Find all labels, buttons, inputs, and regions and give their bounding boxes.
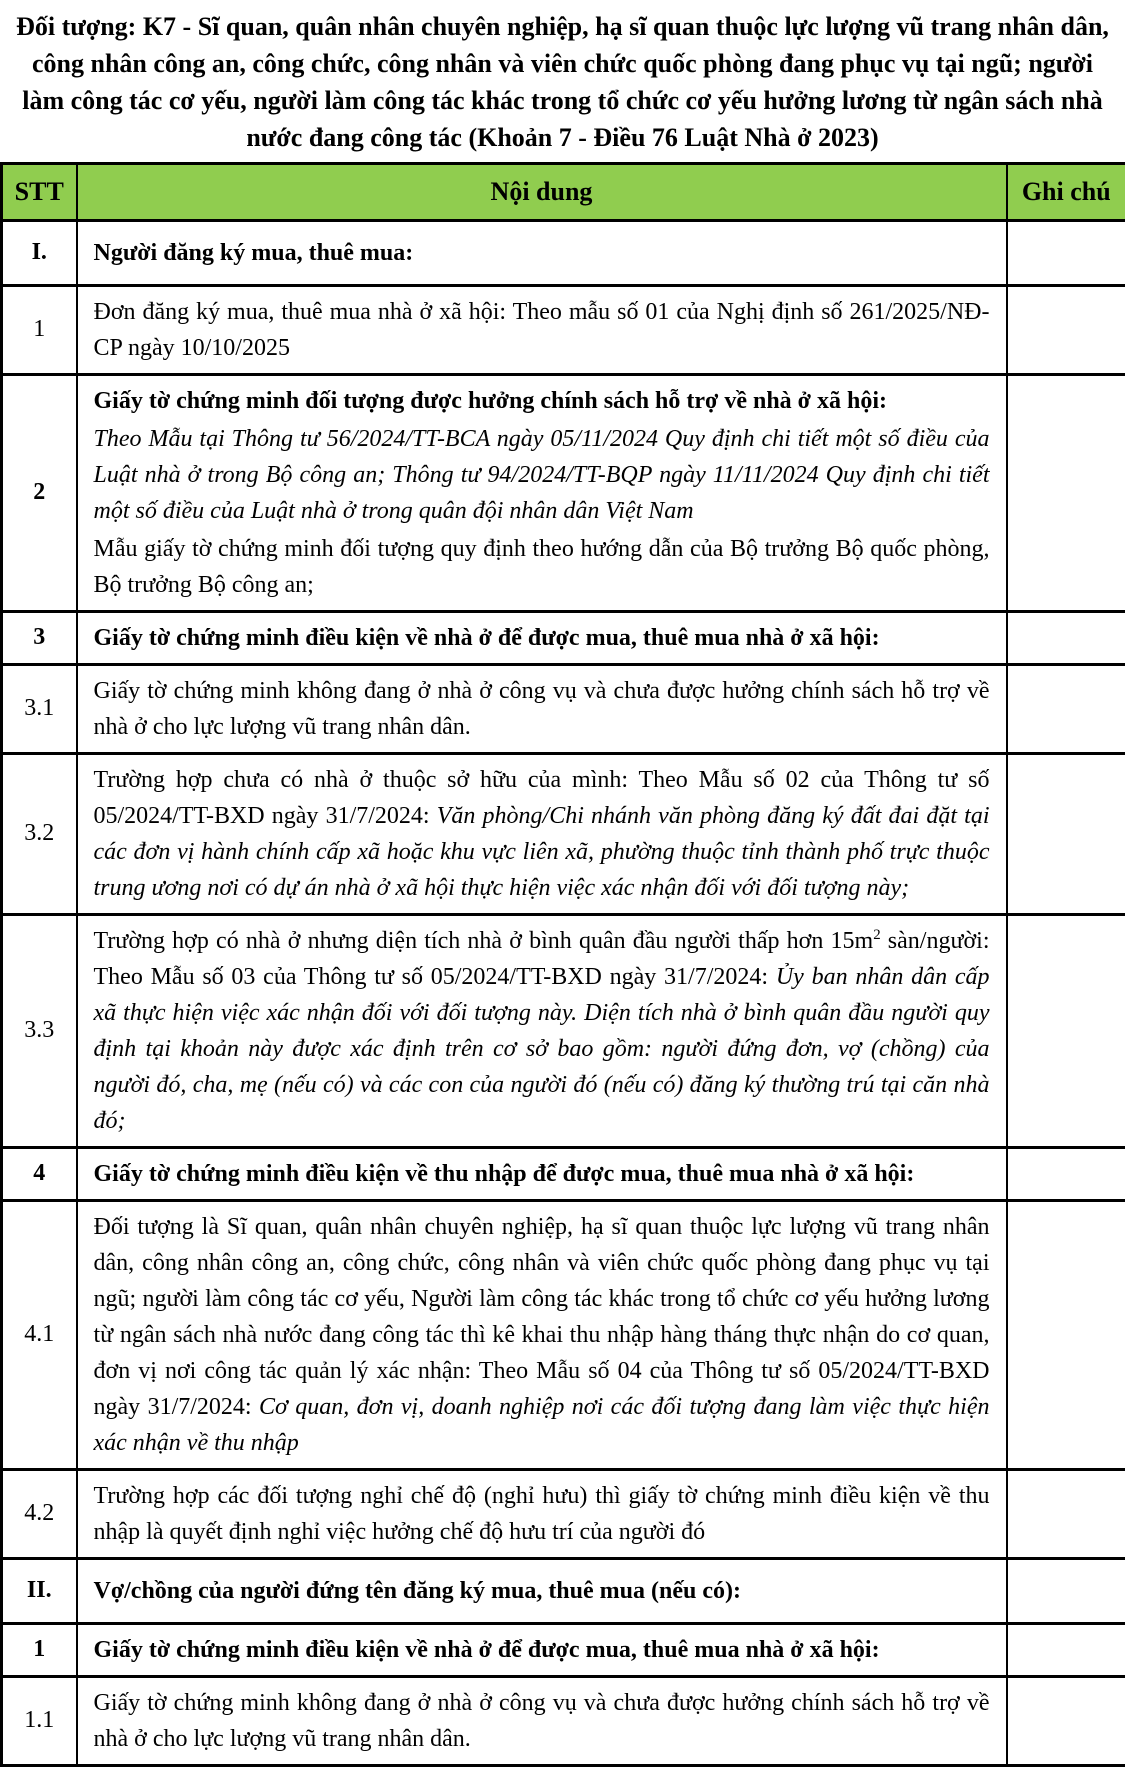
text-segment: Đối tượng là Sĩ quan, quân nhân chuyên nghiệp, hạ sĩ quan thuộc lực lượng vũ trang nhân dân, công nhân công an, công chức, công nhân và viên chức quốc phòng đang phục vụ tại ngũ; người làm công tác cơ yếu, Người làm công tác khác trong tổ chức cơ yếu hưởng lương từ ngân sách nhà nước đang công tác thì kê khai thu nhập hàng tháng thực nhận do cơ quan, đơn vị nơi công tác quản lý xác nhận: Theo Mẫu số 04 của Thông tư số 05/2024/TT-BXD ngày 31/7/2024: — [94, 1214, 990, 1420]
table-header-row — [2, 163, 1125, 220]
text-segment: Cơ quan, đơn vị, doanh nghiệp nơi các đối tượng đang làm việc thực hiện xác nhận về thu nhập — [94, 1394, 990, 1456]
stt-cell: II. — [2, 1558, 77, 1623]
note-cell — [1007, 285, 1125, 374]
table-row — [2, 753, 1125, 914]
note-cell — [1007, 1558, 1125, 1623]
content-paragraph — [94, 1209, 990, 1461]
content-paragraph — [94, 762, 990, 906]
table-row — [2, 914, 1125, 1147]
content-cell — [77, 1147, 1007, 1200]
text-segment: Trường hợp có nhà ở nhưng diện tích nhà ở bình quân đầu người thấp hơn 15m — [94, 928, 874, 954]
content-paragraph — [94, 1573, 990, 1609]
text-segment: Văn phòng/Chi nhánh văn phòng đăng ký đất đai đặt tại các đơn vị hành chính cấp xã hoặc khu vực liên xã, phường thuộc tỉnh thành phố trực thuộc trung ương nơi có dự án nhà ở xã hội thực hiện việc xác nhận đối với đối tượng này; — [94, 803, 990, 901]
content-paragraph — [94, 1156, 990, 1192]
content-paragraph — [94, 294, 990, 366]
note-cell — [1007, 1623, 1125, 1676]
table-row — [2, 1200, 1125, 1469]
table-row — [2, 1147, 1125, 1200]
content-paragraph — [94, 620, 990, 656]
stt-cell: 4.2 — [2, 1469, 77, 1558]
content-paragraph — [94, 235, 990, 271]
content-cell — [77, 914, 1007, 1147]
note-cell — [1007, 664, 1125, 753]
content-cell — [77, 220, 1007, 285]
header-ghi-chu: Ghi chú — [1007, 163, 1125, 220]
text-segment: Theo Mẫu tại Thông tư 56/2024/TT-BCA ngày 05/11/2024 Quy định chi tiết một số điều của Luật nhà ở trong Bộ công an; Thông tư 94/2024/TT-BQP ngày 11/11/2024 Quy định chi tiết một số điều của Luật nhà ở trong quân đội nhân dân Việt Nam — [94, 426, 990, 524]
content-cell — [77, 1676, 1007, 1765]
content-cell — [77, 1623, 1007, 1676]
note-cell — [1007, 1676, 1125, 1765]
content-paragraph — [94, 1632, 990, 1668]
document-title: Đối tượng: K7 - Sĩ quan, quân nhân chuyên nghiệp, hạ sĩ quan thuộc lực lượng vũ trang nhân dân, công nhân công an, công chức, công nhân và viên chức quốc phòng đang phục vụ tại ngũ; người làm công tác cơ yếu, người làm công tác khác trong tổ chức cơ yếu hưởng lương từ ngân sách nhà nước đang công tác (Khoản 7 - Điều 76 Luật Nhà ở 2023) — [0, 0, 1125, 162]
table-row — [2, 220, 1125, 285]
stt-cell: 4.1 — [2, 1200, 77, 1469]
stt-cell: 3.1 — [2, 664, 77, 753]
text-segment: Mẫu giấy tờ chứng minh đối tượng quy định theo hướng dẫn của Bộ trưởng Bộ quốc phòng, Bộ trưởng Bộ công an; — [94, 536, 990, 598]
content-cell — [77, 285, 1007, 374]
header-noi-dung: Nội dung — [77, 163, 1007, 220]
header-stt: STT — [2, 163, 77, 220]
text-segment: Vợ/chồng của người đứng tên đăng ký mua, thuê mua (nếu có): — [94, 1578, 741, 1604]
stt-cell: 3.2 — [2, 753, 77, 914]
note-cell — [1007, 1469, 1125, 1558]
text-segment: Giấy tờ chứng minh không đang ở nhà ở công vụ và chưa được hưởng chính sách hỗ trợ về nhà ở cho lực lượng vũ trang nhân dân. — [94, 678, 990, 740]
table-row — [2, 1558, 1125, 1623]
text-segment: Giấy tờ chứng minh điều kiện về thu nhập để được mua, thuê mua nhà ở xã hội: — [94, 1161, 915, 1187]
table-row — [2, 664, 1125, 753]
text-segment: Giấy tờ chứng minh điều kiện về nhà ở để được mua, thuê mua nhà ở xã hội: — [94, 1637, 880, 1663]
table-row — [2, 374, 1125, 611]
note-cell — [1007, 220, 1125, 285]
text-segment: Giấy tờ chứng minh không đang ở nhà ở công vụ và chưa được hưởng chính sách hỗ trợ về nhà ở cho lực lượng vũ trang nhân dân. — [94, 1690, 990, 1752]
note-cell — [1007, 753, 1125, 914]
content-cell — [77, 664, 1007, 753]
note-cell — [1007, 1200, 1125, 1469]
text-segment: Đơn đăng ký mua, thuê mua nhà ở xã hội: Theo mẫu số 01 của Nghị định số 261/2025/NĐ-CP ngày 10/10/2025 — [94, 299, 990, 361]
note-cell — [1007, 914, 1125, 1147]
content-paragraph — [94, 673, 990, 745]
note-cell — [1007, 611, 1125, 664]
content-cell — [77, 374, 1007, 611]
content-paragraph — [94, 383, 990, 419]
text-segment: sàn/người: Theo Mẫu số 03 của Thông tư số 05/2024/TT-BXD ngày 31/7/2024: — [94, 928, 990, 990]
content-cell — [77, 1200, 1007, 1469]
text-segment: Ủy ban nhân dân cấp xã thực hiện việc xác nhận đối với đối tượng này. Diện tích nhà ở bình quân đầu người quy định tại khoản này được xác định trên cơ sở bao gồm: người đứng đơn, vợ (chồng) của người đó, cha, mẹ (nếu có) và các con của người đó (nếu có) đăng ký thường trú tại căn nhà đó; — [94, 964, 990, 1134]
content-paragraph — [94, 1478, 990, 1550]
table-row — [2, 611, 1125, 664]
content-paragraph — [94, 421, 990, 529]
stt-cell: 1 — [2, 285, 77, 374]
stt-cell: 3.3 — [2, 914, 77, 1147]
stt-cell: 2 — [2, 374, 77, 611]
content-paragraph — [94, 923, 990, 1139]
stt-cell: 1.1 — [2, 1676, 77, 1765]
content-cell — [77, 1469, 1007, 1558]
table-row — [2, 1623, 1125, 1676]
text-segment: Người đăng ký mua, thuê mua: — [94, 240, 414, 266]
text-segment: Trường hợp các đối tượng nghỉ chế độ (nghỉ hưu) thì giấy tờ chứng minh điều kiện về thu nhập là quyết định nghỉ việc hưởng chế độ hưu trí của người đó — [94, 1483, 990, 1545]
table-row — [2, 1676, 1125, 1765]
content-paragraph — [94, 1685, 990, 1757]
stt-cell: 4 — [2, 1147, 77, 1200]
stt-cell: 3 — [2, 611, 77, 664]
text-segment: Giấy tờ chứng minh điều kiện về nhà ở để được mua, thuê mua nhà ở xã hội: — [94, 625, 880, 651]
content-cell — [77, 753, 1007, 914]
stt-cell: 1 — [2, 1623, 77, 1676]
content-paragraph — [94, 531, 990, 603]
table-row — [2, 285, 1125, 374]
text-segment: Giấy tờ chứng minh đối tượng được hưởng chính sách hỗ trợ về nhà ở xã hội: — [94, 388, 887, 414]
content-cell — [77, 611, 1007, 664]
note-cell — [1007, 374, 1125, 611]
content-cell — [77, 1558, 1007, 1623]
table-body — [2, 220, 1125, 1765]
text-segment: Trường hợp chưa có nhà ở thuộc sở hữu của mình: Theo Mẫu số 02 của Thông tư số 05/2024/TT-BXD ngày 31/7/2024: — [94, 767, 990, 829]
text-segment: 2 — [873, 927, 880, 943]
table-row — [2, 1469, 1125, 1558]
note-cell — [1007, 1147, 1125, 1200]
requirements-table — [0, 162, 1125, 1767]
stt-cell: I. — [2, 220, 77, 285]
